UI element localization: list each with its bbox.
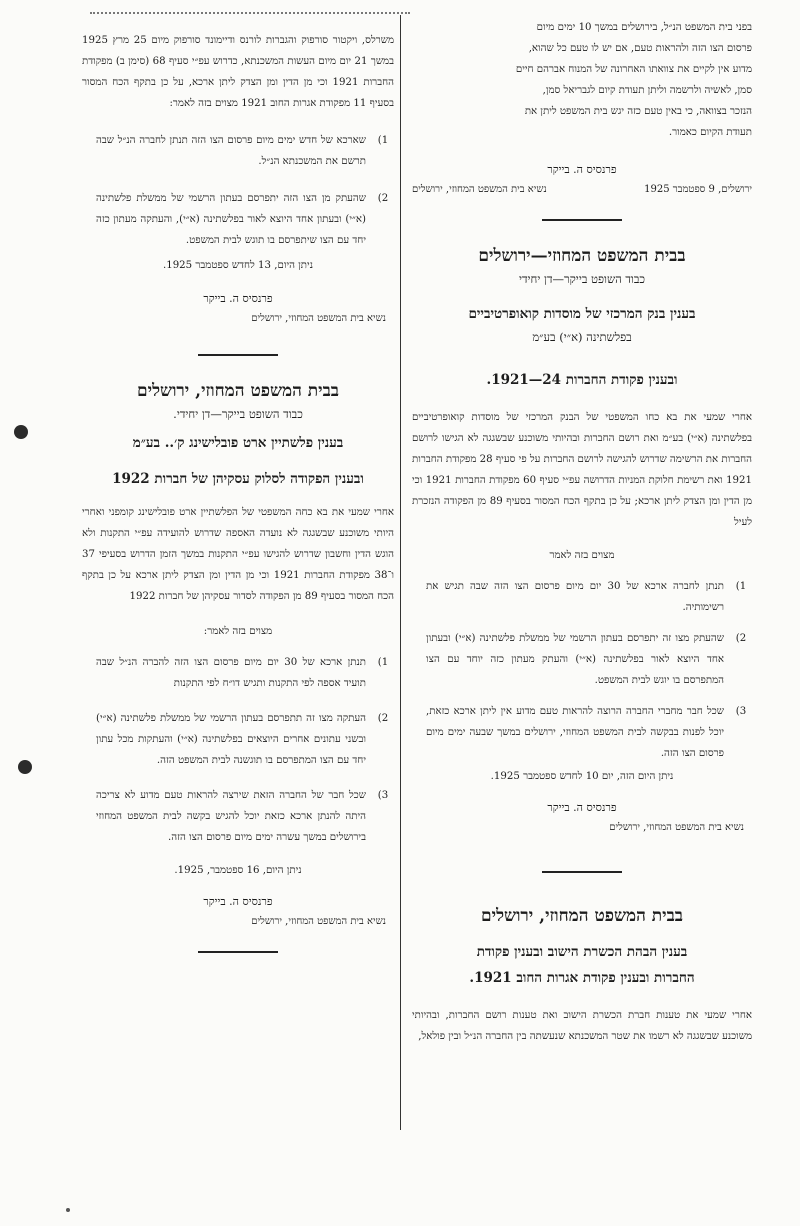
court-heading: בבית המשפט המחוזי—ירושלים — [478, 246, 686, 266]
item-number: 2) — [735, 633, 747, 644]
case-title: בענין בנק המרכזי של מוסדות קואופרטיביים — [468, 306, 696, 322]
notice-date: ניתן היום, 13 לחדש ספטמבר 1925. — [162, 260, 314, 271]
section-rule — [198, 951, 278, 953]
court-heading: בבית המשפט המחוזי, ירושלים — [481, 906, 683, 926]
judge-line: כבוד השופט בייקר—דן יחידי — [519, 272, 645, 286]
item-text: שהעתק מן הצו הזה יתפרסם בעתון הרשמי של ממשלת פלשתינה (א״י) ובעתון אחד היוצא לאור בפלשתינה (א״י), והעתקה מעתון כזה יחד עם הצו שיתפרסם בו תוגש לבית המשפט. — [96, 193, 366, 246]
signature-date: ירושלים, 9 ספטמבר 1925 — [644, 184, 752, 195]
notice-date: ניתן היום, 16 ספטמבר, 1925. — [174, 865, 302, 876]
court-notice — [412, 243, 752, 837]
signature-title: נשיא בית המשפט המחוזי, ירושלים — [251, 313, 386, 324]
item-number: 1) — [735, 581, 747, 592]
order-item — [82, 708, 394, 771]
item-number: 3) — [735, 706, 747, 717]
signature-name: פרנסיס ה. בייקר — [547, 163, 617, 176]
item-text: תנתן לחברה ארכא של 30 יום מיום פרסום הצו הזה שבה תגיש את רשימותיה. — [426, 581, 725, 613]
item-number: 1) — [377, 135, 389, 146]
signature-name: פרנסיס ה. בייקר — [203, 292, 273, 305]
case-title: בענין הבהת הכשרת הישוב ובענין פקודת — [476, 944, 688, 960]
signature-title: נשיא בית המשפט המחוזי, ירושלים — [412, 184, 547, 195]
column-divider — [400, 15, 401, 1130]
text-line: מדוע אין לקיים את צוואתו האחרונה של המנוח אברהם חיים — [515, 64, 752, 75]
section-rule — [542, 219, 622, 221]
text-line: סמן, לאשיה ולרשמה וליתן תעודת קיום לגבריאל סמן, — [542, 85, 752, 96]
item-number: 2) — [377, 713, 389, 724]
ordered-line: מצוים בזה לאמר: — [203, 626, 273, 637]
case-subtitle: ובענין פקודת החברות 24—1921. — [486, 372, 678, 388]
order-item — [412, 701, 752, 764]
item-text: שארכא של חדש ימים מיום פרסום הצו הזה תנתן לחברה הנ״ל שבה תרשם את המשכנתא הנ״ל. — [96, 135, 366, 167]
notice-body: אחרי שמעי את בא כחו המשפטי של הבנק המרכזי של מוסדות קואופרטיביים בפלשתינה (א״י) בע״מ ואת רושם החברות ובהיותי משוכנע שבשגגה לא הגישו לרושם החברות את הרשימה שדרוש להגישה לרושם החברות על פי סעיף 28 מפקודת החברות 1921 ואת רשימת חלוקת המניות הדרושה עפ״י סעיף 60 מפקודת החברות 1921 וכי מן הדין ומן הצדק ליתן ארכא; על כן בתקף הכח המסור בסעיף 89 מן הפקודה הנזכרת לעיל — [412, 412, 752, 528]
order-item — [82, 188, 394, 251]
ordered-line: מצוים בזה לאמר — [549, 550, 615, 561]
text-line: הנזכר בצוואה, כי באין טעם כזה יגש בית המשפט ליתן את — [524, 106, 752, 117]
section-rule — [542, 871, 622, 873]
order-item — [412, 576, 752, 618]
item-number: 1) — [377, 657, 389, 668]
signature-name: פרנסיס ה. בייקר — [547, 801, 617, 814]
text-line: פרסום הצו הזה ולהראות טעם, אם יש לו טעם כל שהוא, — [528, 43, 752, 54]
punch-hole-icon — [14, 425, 28, 439]
order-item — [412, 628, 752, 691]
signature-row — [412, 181, 752, 199]
judge-line: כבוד השופט בייקר—דן יחידי. — [173, 407, 303, 421]
text-line: בפני בית המשפט הנ״ל, בירושלים במשך 10 ימים מיום — [536, 22, 752, 33]
item-text: שהעתק מצו זה יתפרסם בעתון הרשמי של ממשלת פלשתינה (א״י) ובעתון אחד היוצא לאור בפלשתינה (א״י) והעתק מעתון כזה יוחד עם הצו המתפרסם בו יוגש לבית המשפט. — [426, 633, 724, 686]
item-number: 3) — [377, 790, 389, 801]
order-item — [82, 785, 394, 848]
order-item — [82, 652, 394, 694]
intro-paragraph: משרלס, ויקטור סורפוק והגברות לורנס ודיימונד סורפוק מיום 25 מרץ 1925 במשך 21 יום מיום העשות המשכנתא, כדרוש עפ״י סעיף 68 (סימן ב) מפקודת החברות 1921 וכי מן הדין ומן הצדק ליתן ארכא, על כן בתקף הכח המסור בסעיף 11 מפקודת אגרות החוב 1921 מצוים בזה לאמר: — [82, 35, 394, 109]
court-notice — [82, 378, 394, 953]
signature-title: נשיא בית המשפט המחוזי, ירושלים — [609, 822, 744, 833]
signature-name: פרנסיס ה. בייקר — [203, 895, 273, 908]
speck-mark — [66, 1208, 70, 1212]
punch-hole-icon — [18, 760, 32, 774]
case-subtitle: ובענין הפקודה לסלוק עסקיהן של חברות 1922 — [112, 471, 364, 487]
top-dotted-line — [90, 12, 410, 14]
order-item — [82, 130, 394, 172]
text-line: תעודת הקיום כאמור. — [668, 127, 752, 138]
item-text: העתקה מצו זה תתפרסם בעתון הרשמי של ממשלת פלשתינה (א״י) ובשני עתונים אחרים היוצאים בפלשתינה (א״י) והעתקות מכל עתון יחד עם הצו המתפרסם בו תוגשנה לבית המשפט הזה. — [96, 713, 366, 766]
case-title: בענין פלשתיין ארט פובלישינג ק׳.. בע״מ — [132, 435, 344, 451]
notice-body: אחרי שמעי את בא כחה המשפטי של הפלשתיין ארט פובלישינג קומפני ואחרי היותי משוכנע שבשגגה לא נועדה האספה שדרוש להועידה עפ״י התקנות ולא הוגש הדין וחשבון שדרוש להגישו עפ״י התקנות במשך הזמן הדרוש בסעיפי 37 ו־38 מפקודת החברות 1921 וכי מן הדין ומן הצדק ליתן ארכא על כן בתקף הכח המסור בסעיף 89 מן הפקודה לסדור עסקיהן של חברות 1922 — [82, 507, 394, 602]
item-text: שכל חבר של החברה הזאת שירצה להראות טעם מדוע לא צריכה היתה להנתן ארכא כזאת יוכל להגיש בקשה לבית המשפט המחוזי בירושלים במשך עשרה ימים מיום פרסום הצו הזה. — [96, 790, 366, 843]
section-rule — [198, 354, 278, 356]
signature-title: נשיא בית המשפט המחוזי, ירושלים — [251, 916, 386, 927]
court-heading: בבית המשפט המחוזי, ירושלים — [137, 381, 339, 401]
court-notice — [412, 903, 752, 1047]
left-column — [82, 30, 394, 953]
case-title-line2: בפלשתינה (א״י) בע״מ — [532, 330, 632, 344]
notice-date: ניתן היום הזה, יום 10 לחדש ספטמבר 1925. — [490, 771, 674, 782]
item-text: תנתן ארכא של 30 יום מיום פרסום הצו הזה להברה הנ״ל שבה תועיד אספה לפי התקנות ותגיש דו״ח לפי התקנות — [96, 657, 366, 689]
intro-paragraph — [412, 17, 752, 143]
item-number: 2) — [377, 193, 389, 204]
case-title-line2: החברות ובענין פקודת אגרות החוב 1921. — [469, 970, 695, 986]
notice-body: אחרי שמעי את טענות חברת הכשרת הישוב ואת טענות רושם החברות, ובהיותי משוכנע שבשגגה לא רשמו את שטר המשכנתא שנעשתה בין החברה הנ״ל ובין פולאל, — [412, 1010, 752, 1042]
right-column — [412, 17, 752, 1047]
item-text: שכל חבר מחברי החברה הרוצה להראות טעם מדוע אין ליתן ארכא כזאת, יוכל לפנות בבקשה לבית המשפט המחוזי, ירושלים במשך שבעה ימים מיום פרסום הצו הזה. — [426, 706, 724, 759]
